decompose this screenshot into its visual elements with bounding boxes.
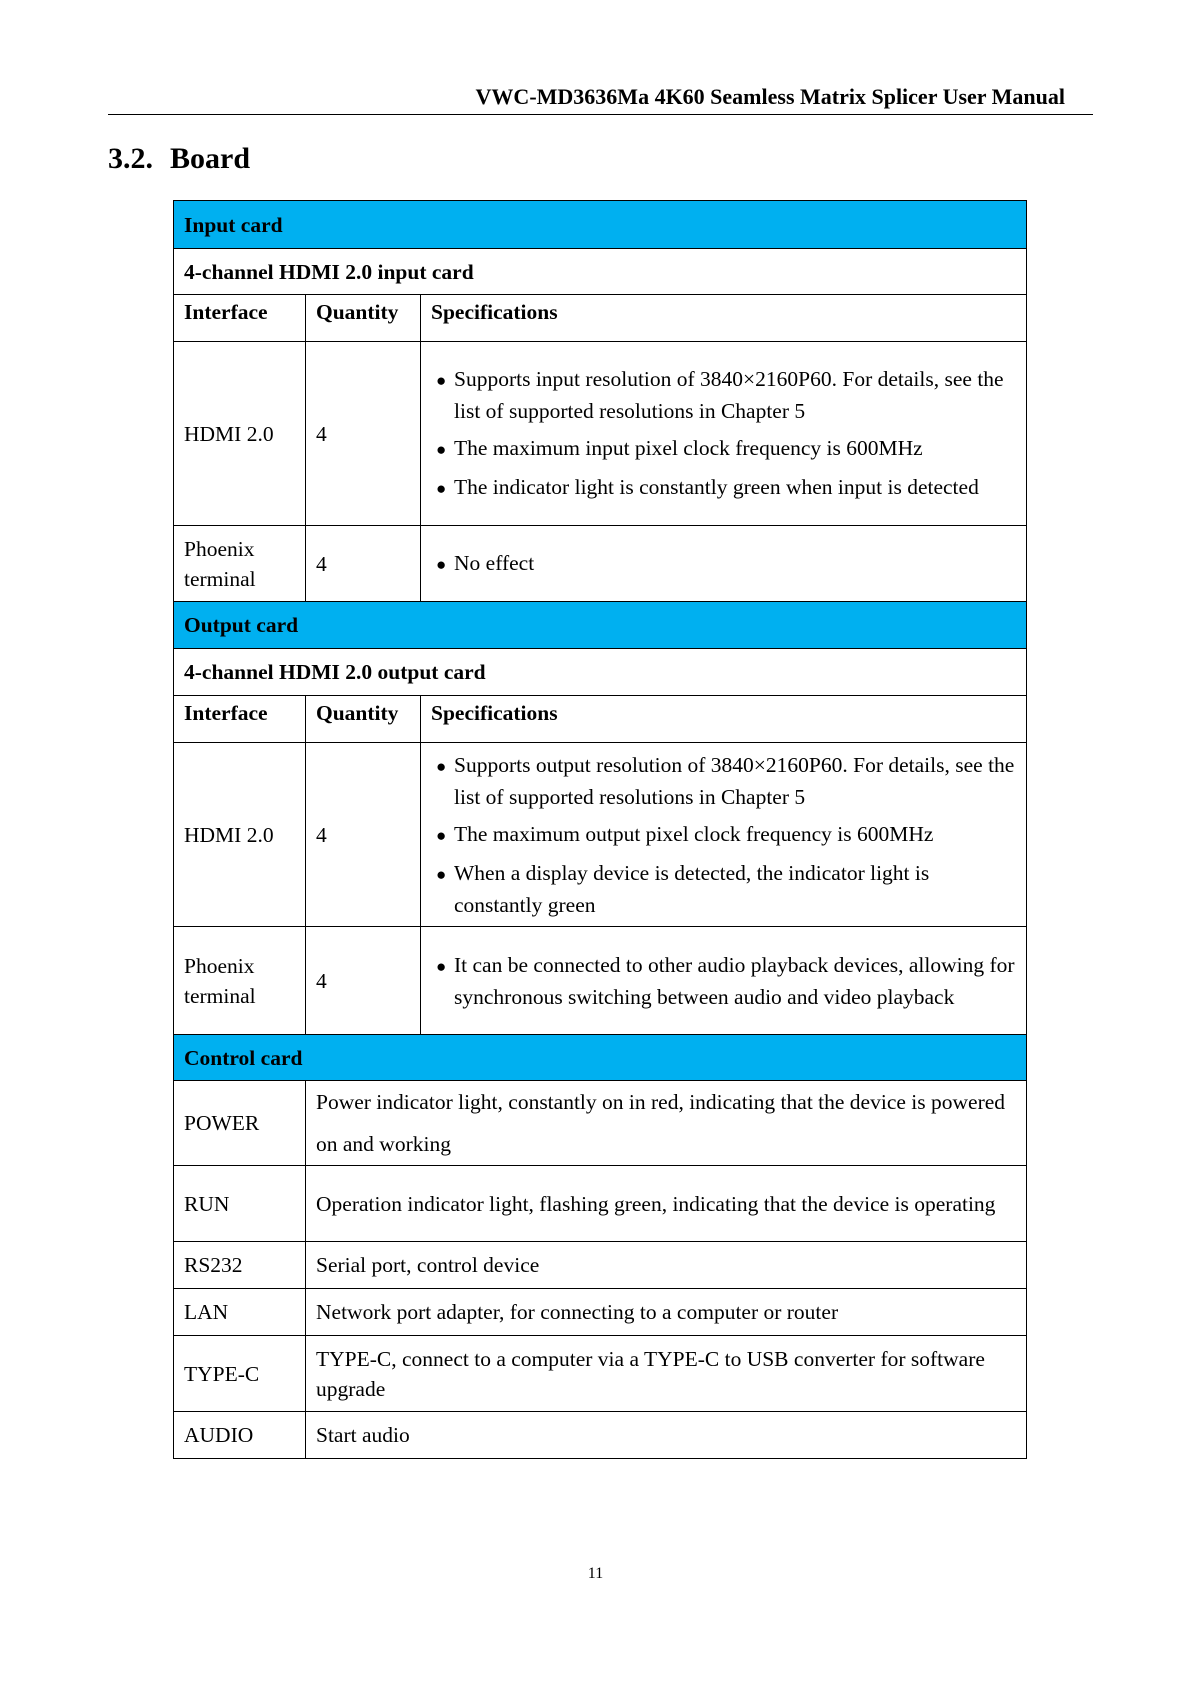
bullet-icon: ● <box>436 554 447 574</box>
control-name-cell: TYPE-C <box>174 1336 306 1412</box>
spec-bullet: ● The maximum output pixel clock frequency is 600MHz <box>431 819 1016 851</box>
bullet-icon: ● <box>436 478 447 498</box>
interface-cell: HDMI 2.0 <box>174 342 306 526</box>
input-card-subtitle: 4-channel HDMI 2.0 input card <box>174 249 1027 295</box>
input-card-subtitle-row <box>174 249 1027 295</box>
section-number: 3.2. <box>108 142 153 175</box>
bullet-icon: ● <box>436 956 447 976</box>
page-header <box>108 82 1093 115</box>
table-row <box>174 1336 1027 1412</box>
control-card-category: Control card <box>174 1035 1027 1081</box>
quantity-cell: 4 <box>306 743 421 927</box>
spec-bullet: ● The maximum input pixel clock frequency is 600MHz <box>431 433 1016 465</box>
output-card-category: Output card <box>174 602 1027 649</box>
bullet-icon: ● <box>436 370 447 390</box>
control-description-cell: Start audio <box>306 1412 1027 1459</box>
input-card-category: Input card <box>174 201 1027 249</box>
input-card-category-row <box>174 201 1027 249</box>
control-description-cell: Network port adapter, for connecting to a computer or router <box>306 1289 1027 1336</box>
control-description-cell: TYPE-C, connect to a computer via a TYPE-C to USB converter for software upgrade <box>306 1336 1027 1412</box>
control-name-cell: AUDIO <box>174 1412 306 1459</box>
bullet-icon: ● <box>436 864 447 884</box>
spec-bullet: ● It can be connected to other audio playback devices, allowing for synchronous switching between audio and video playback <box>436 952 1015 1009</box>
column-header-specifications: Specifications <box>421 295 1027 342</box>
output-card-subtitle: 4-channel HDMI 2.0 output card <box>174 649 1027 696</box>
column-header-interface: Interface <box>174 295 306 342</box>
interface-cell: Phoenix terminal <box>174 927 306 1035</box>
table-row <box>174 1242 1027 1289</box>
bullet-icon: ● <box>436 439 447 459</box>
table-row <box>174 1289 1027 1336</box>
section-title: Board <box>170 142 251 175</box>
control-description-cell: Serial port, control device <box>306 1242 1027 1289</box>
board-table <box>173 200 1027 1459</box>
table-row <box>174 1166 1027 1242</box>
spec-bullet: ● No effect <box>431 548 1016 580</box>
output-card-subtitle-row <box>174 649 1027 696</box>
column-header-specifications: Specifications <box>421 696 1027 743</box>
page-number: 11 <box>587 1565 604 1582</box>
spec-bullet: ● Supports input resolution of 3840×2160P60. For details, see the list of supported resolutions in Chapter 5 <box>436 366 1004 423</box>
spec-bullet: ● When a display device is detected, the indicator light is constantly green <box>436 860 930 917</box>
input-card-header-row <box>174 295 1027 342</box>
spec-bullet: ● Supports output resolution of 3840×2160P60. For details, see the list of supported resolutions in Chapter 5 <box>436 752 1015 809</box>
table-row <box>174 1412 1027 1459</box>
section-heading <box>108 142 250 176</box>
spec-bullet: ● The indicator light is constantly green when input is detected <box>431 472 1016 504</box>
column-header-quantity: Quantity <box>306 696 421 743</box>
table-row <box>174 927 1027 1035</box>
control-description-cell: Operation indicator light, flashing green, indicating that the device is operating <box>306 1166 1027 1242</box>
specifications-cell <box>421 526 1027 602</box>
output-card-category-row <box>174 602 1027 649</box>
specifications-cell <box>421 927 1027 1035</box>
bullet-icon: ● <box>436 825 447 845</box>
document-title: VWC-MD3636Ma 4K60 Seamless Matrix Splicer User Manual <box>475 84 1065 109</box>
table-row <box>174 743 1027 927</box>
control-name-cell: RUN <box>174 1166 306 1242</box>
table-row <box>174 1081 1027 1166</box>
control-name-cell: RS232 <box>174 1242 306 1289</box>
quantity-cell: 4 <box>306 927 421 1035</box>
interface-cell: HDMI 2.0 <box>174 743 306 927</box>
interface-cell: Phoenix terminal <box>174 526 306 602</box>
output-card-header-row <box>174 696 1027 743</box>
bullet-icon: ● <box>436 756 447 776</box>
table-row <box>174 342 1027 526</box>
control-name-cell: POWER <box>174 1081 306 1166</box>
quantity-cell: 4 <box>306 526 421 602</box>
specifications-cell <box>421 342 1027 526</box>
control-card-category-row <box>174 1035 1027 1081</box>
quantity-cell: 4 <box>306 342 421 526</box>
column-header-interface: Interface <box>174 696 306 743</box>
table-row <box>174 526 1027 602</box>
specifications-cell <box>421 743 1027 927</box>
control-name-cell: LAN <box>174 1289 306 1336</box>
column-header-quantity: Quantity <box>306 295 421 342</box>
control-description-cell: Power indicator light, constantly on in red, indicating that the device is powered on and working <box>306 1081 1027 1166</box>
